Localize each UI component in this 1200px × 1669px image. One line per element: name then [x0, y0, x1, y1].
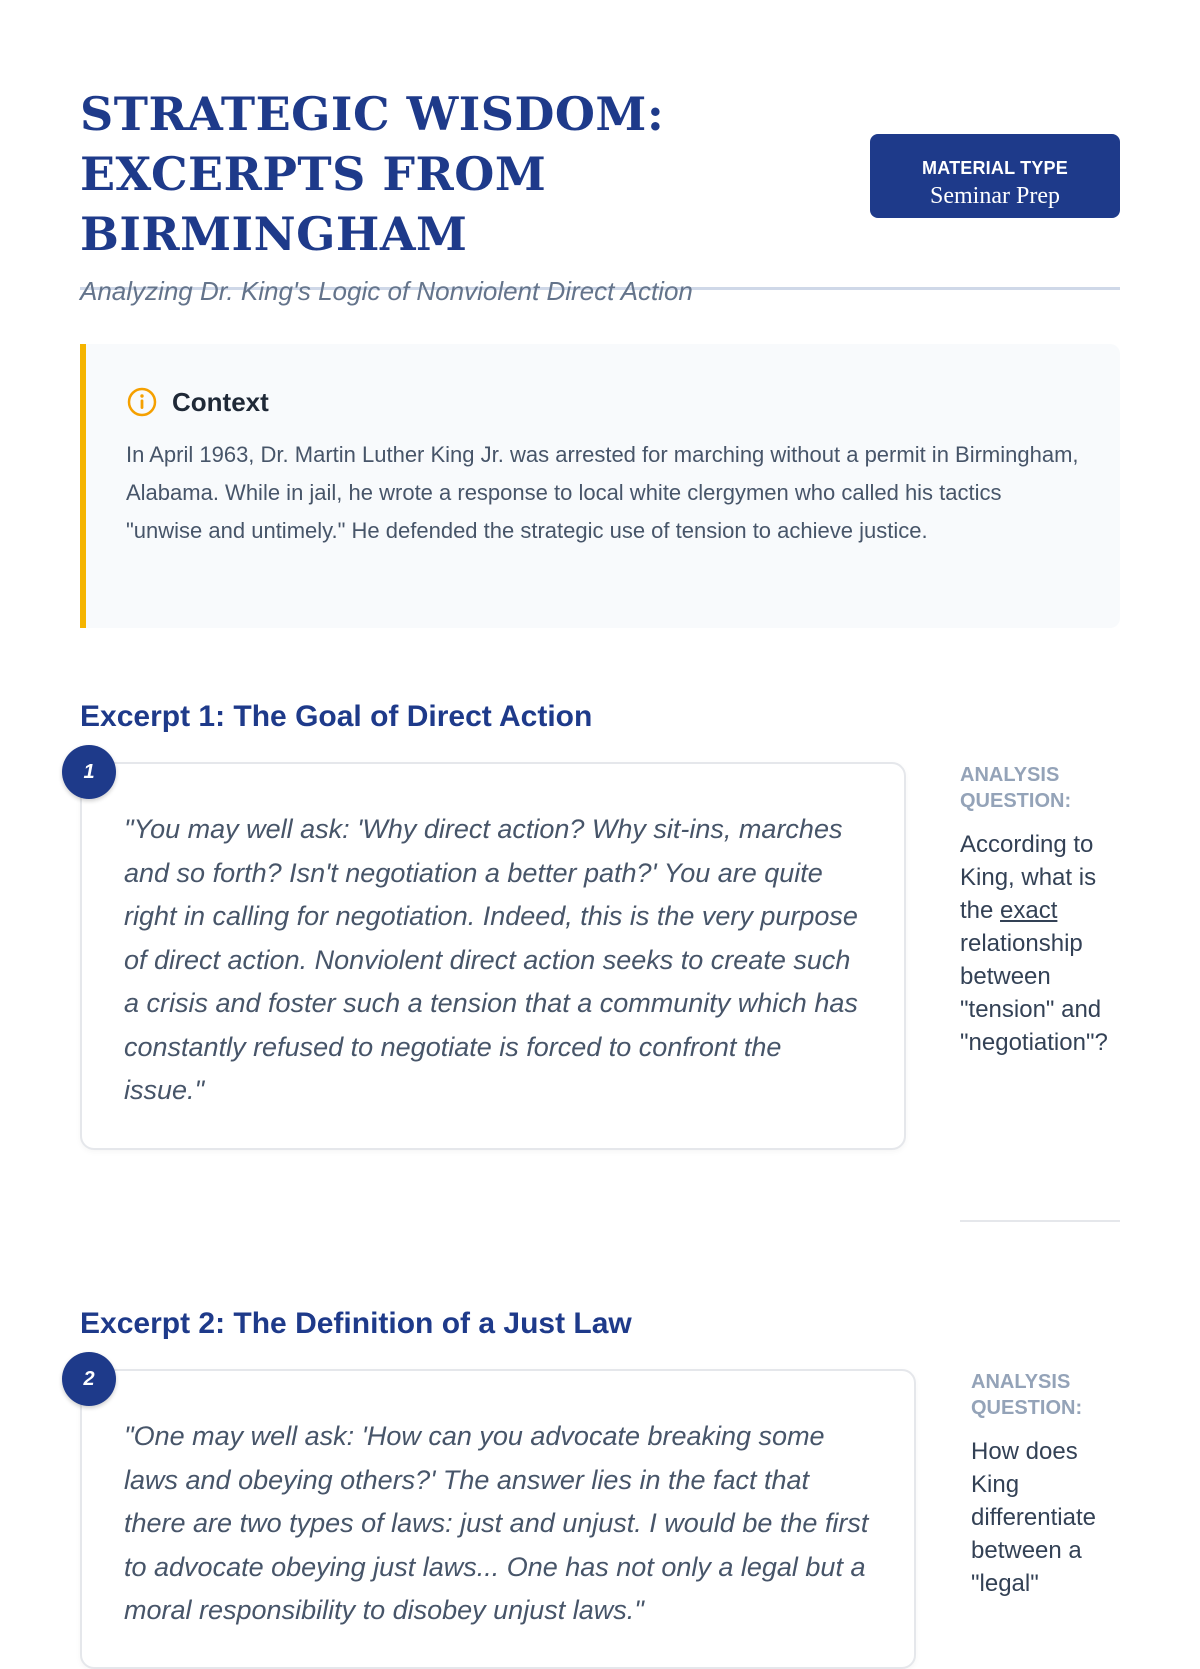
context-title: Context [172, 386, 269, 417]
context-text: In April 1963, Dr. Martin Luther King Jr. was arrested for marching without a permit in Birmingham, Alabama. While in jail, he wrote a response to local white clergymen who called his tactics "unwise and untimely." He defended the strategic use of tension to achieve justice. [126, 442, 1079, 543]
excerpt-1-question-emphasis: exact [1000, 897, 1058, 924]
badge-label: MATERIAL TYPE [922, 158, 1068, 178]
excerpt-2-question-text: How does King differentiate between a "legal" [971, 1438, 1096, 1597]
info-circle-icon [126, 386, 158, 418]
excerpt-2-quote: "One may well ask: 'How can you advocate breaking some laws and obeying others?' The answer lies in the fact that there are two types of laws: just and unjust. I would be the first to advocate obeying just laws... One has not only a legal but a moral responsibility to disobey unjust laws." [124, 1421, 869, 1625]
title-line-2: EXCERPTS FROM BIRMINGHAM [80, 147, 547, 261]
page-header [80, 84, 1120, 306]
excerpt-1-question [960, 828, 1125, 1059]
badge-value: Seminar Prep [930, 183, 1060, 209]
page [80, 0, 1120, 1625]
excerpt-2-title: Excerpt 2: The Definition of a Just Law [80, 1307, 632, 1340]
excerpt-1-question-text-b: relationship between "tension" and "negotiation"? [960, 930, 1108, 1056]
excerpt-1-quote: "You may well ask: 'Why direct action? Why sit-ins, marches and so forth? Isn't negotiation a better path?' You are quite right in calling for negotiation. Indeed, this is the very purpose of direct action. Nonviolent direct action seeks to create such a crisis and foster such a tension that a community which has constantly refused to negotiate is forced to confront the issue." [124, 814, 858, 1105]
question-separator [960, 1220, 1120, 1222]
excerpt-2-question-label: ANALYSIS QUESTION: [971, 1371, 1083, 1419]
page-title [80, 84, 880, 264]
context-header [126, 386, 1080, 418]
excerpt-2-number-badge: 2 [62, 1352, 116, 1406]
material-type-badge [870, 134, 1120, 218]
excerpt-1-question-label: ANALYSIS QUESTION: [960, 764, 1072, 812]
excerpt-1-question-text-a: According to King, what is the [960, 831, 1097, 924]
excerpt-1-quote-card [80, 762, 906, 1150]
page-subtitle: Analyzing Dr. King's Logic of Nonviolent Direct Action [80, 276, 693, 306]
excerpt-1-number-badge: 1 [62, 745, 116, 799]
excerpt-2-quote-card [80, 1369, 916, 1669]
context-box [80, 344, 1120, 628]
title-line-1: STRATEGIC WISDOM: [80, 87, 665, 141]
excerpt-2-question [971, 1435, 1121, 1600]
excerpt-1-title: Excerpt 1: The Goal of Direct Action [80, 700, 593, 733]
